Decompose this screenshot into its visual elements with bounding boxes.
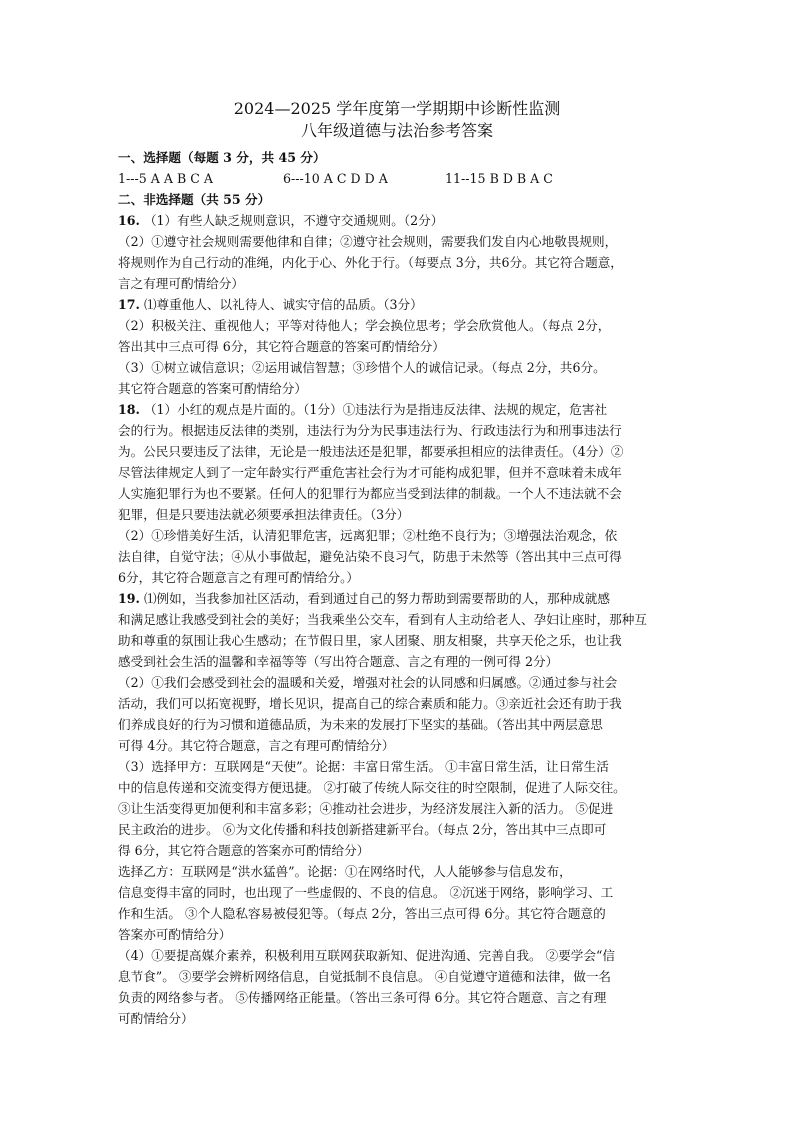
q19-line-13: 得 6分，其它符合题意的答案亦可酌情给分）	[118, 843, 370, 858]
q19-line-16: 作和生活。 ③个人隐私容易被侵犯等。（每点 2分，答出三点可得 6分。其它符合题意的	[118, 906, 606, 921]
q16-line-1: 16. （1）有些人缺乏规则意识，不遵守交通规则。（2分）	[118, 213, 444, 228]
q18-line-2: 会的行为。根据违反法律的类别，违法行为分为民事违法行为、行政违法行为和刑事违法行	[118, 423, 622, 438]
q18-line-7: （2）①珍惜美好生活，认清犯罪危害，远离犯罪；②杜绝不良行为；③增强法治观念，依	[118, 528, 618, 543]
q17-number: 17.	[118, 297, 140, 312]
q19-line-10: 中的信息传递和交流变得方便迅捷。 ②打破了传统人际交往的时空限制，促进了人际交往。	[118, 780, 626, 795]
q16-line-4: 言之有理可酌情给分）	[118, 276, 244, 291]
document-subtitle: 八年级道德与法治参考答案	[300, 121, 493, 140]
q19-line-9: （3）选择甲方：互联网是“天使”。论据：丰富日常生活。 ①丰富日常生活，让日常生活	[118, 759, 609, 774]
q17-line-5: 其它符合题意的答案可酌情给分）	[118, 381, 307, 396]
q17-line-4: （3）①树立诚信意识；②运用诚信智慧；③珍惜个人的诚信记录。（每点 2分，共6分。	[118, 360, 606, 375]
q19-line-19: 息节食”。 ③要学会辨析网络信息，自觉抵制不良信息。 ④自觉遵守道德和法律，做一名	[118, 969, 612, 984]
q19-line-1: 19. ⑴例如，当我参加社区活动，看到通过自己的努力帮助到需要帮助的人，那种成就感	[118, 591, 610, 606]
q19-line-2: 和满足感让我感受到社会的美好；当我乘坐公交车，看到有人主动给老人、孕妇让座时，那种互	[118, 612, 647, 627]
document-title: 2024—2025 学年度第一学期期中诊断性监测	[233, 99, 561, 118]
q18-line-9: 6分，其它符合题意言之有理可酌情给分。）	[118, 570, 359, 585]
choice-answers-11-15: 11--15 B D B A C	[445, 171, 553, 186]
q19-line-5: （2）①我们会感受到社会的温暖和关爱，增强对社会的认同感和归属感。②通过参与社会	[118, 675, 618, 690]
q16-number: 16.	[118, 213, 140, 228]
q19-line-11: ③让生活变得更加便利和丰富多彩；④推动社会进步，为经济发展注入新的活力。 ⑤促进	[118, 801, 614, 816]
q16-line-3: 将规则作为自己行动的准绳，内化于心、外化于行。（每要点 3分，共6分。其它符合题意，	[118, 255, 623, 270]
q18-line-4: 尽管法律规定人到了一定年龄实行严重危害社会行为才可能构成犯罪，但并不意味着未成年	[118, 465, 622, 480]
answer-content	[118, 147, 684, 1029]
choice-answers-1-5: 1---5 A A B C A	[118, 171, 213, 186]
q17-line-1: 17. ⑴尊重他人、以礼待人、诚实守信的品质。（3分）	[118, 297, 423, 312]
q19-line-21: 可酌情给分）	[118, 1011, 194, 1026]
q19-line-4: 感受到社会生活的温馨和幸福等等（写出符合题意、言之有理的一例可得 2分）	[118, 654, 559, 669]
choice-answers-6-10: 6---10 A C D D A	[283, 171, 388, 186]
q19-line-15: 信息变得丰富的同时，也出现了一些虚假的、不良的信息。 ②沉迷于网络，影响学习、工	[118, 885, 614, 900]
q19-line-18: （4）①要提高媒介素养，积极利用互联网获取新知、促进沟通、完善自我。 ②要学会“信	[118, 948, 616, 963]
q18-line-3: 为。公民只要违反了法律，无论是一般违法还是犯罪，都要承担相应的法律责任。（4分）②	[118, 444, 624, 459]
q19-line-12: 民主政治的进步。 ⑥为文化传播和科技创新搭建新平台。（每点 2分，答出其中三点即可	[118, 822, 607, 837]
q17-line-3: 答出其中三点可得 6分，其它符合题意的答案可酌情给分）	[118, 339, 445, 354]
q19-line-8: 可得 4分。其它符合题意，言之有理可酌情给分）	[118, 738, 395, 753]
q19-line-17: 答案亦可酌情给分）	[118, 927, 232, 942]
q18-line-8: 法自律，自觉守法；④从小事做起，避免沾染不良习气，防患于未然等（答出其中三点可得	[118, 549, 622, 564]
q18-line-6: 犯罪，但是只要违法就必须要承担法律责任。（3分）	[118, 507, 410, 522]
q18-number: 18.	[118, 402, 140, 417]
section-heading-nonchoice: 二、非选择题（共 55 分）	[118, 192, 271, 207]
choice-answers-row	[118, 168, 684, 189]
q19-line-20: 负责的网络参与者。 ⑤传播网络正能量。（答出三条可得 6分。其它符合题意、言之有理	[118, 990, 607, 1005]
q17-line-2: （2）积极关注、重视他人；平等对待他人；学会换位思考；学会欣赏他人。（每点 2分，	[118, 318, 611, 333]
q19-line-7: 们养成良好的行为习惯和道德品质，为未来的发展打下坚实的基础。（答出其中两层意思	[118, 717, 603, 732]
q19-line-6: 活动，我们可以拓宽视野，增长见识，提高自己的综合素质和能力。③亲近社会还有助于我	[118, 696, 622, 711]
section-heading-choice: 一、选择题（每题 3 分，共 45 分）	[118, 150, 326, 165]
q18-line-5: 人实施犯罪行为也不要紧。任何人的犯罪行为都应当受到法律的制裁。一个人不违法就不会	[118, 486, 622, 501]
q19-line-3: 助和尊重的氛围让我心生感动；在节假日里，家人团聚、朋友相聚，共享天伦之乐，也让我	[118, 633, 622, 648]
q18-line-1: 18. （1）小红的观点是片面的。（1分）①违法行为是指违反法律、法规的规定，危害社	[118, 402, 608, 417]
q16-line-2: （2）①遵守社会规则需要他律和自律；②遵守社会规则，需要我们发自内心地敬畏规则，	[118, 234, 618, 249]
q19-number: 19.	[118, 591, 140, 606]
q19-line-14: 选择乙方：互联网是“洪水猛兽”。论据：①在网络时代，人人能够参与信息发布，	[118, 864, 572, 879]
